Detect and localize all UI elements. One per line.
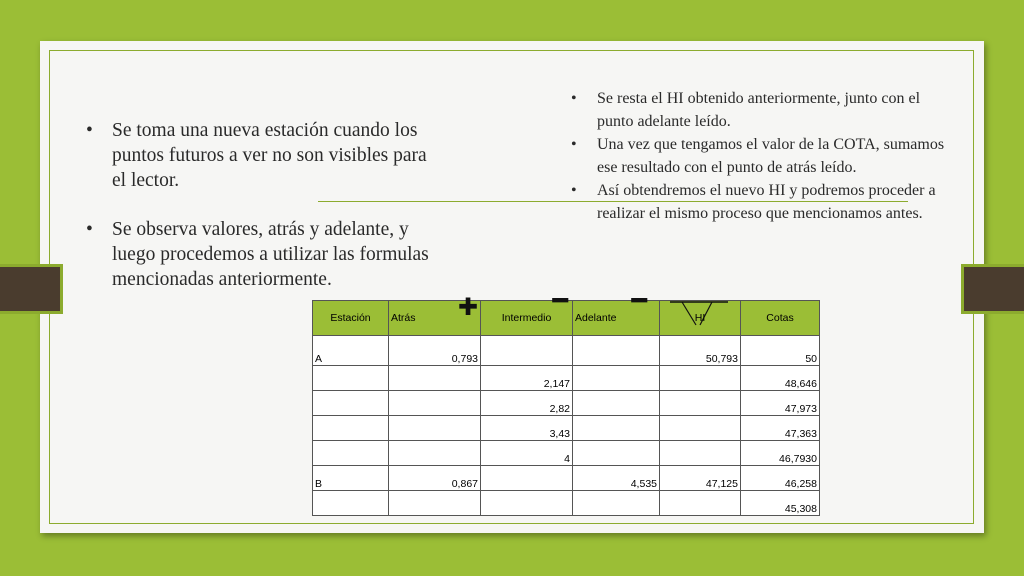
- plus-icon: ✚: [457, 293, 478, 321]
- cell-hi: [660, 416, 741, 441]
- header-hi: HI: [660, 301, 741, 336]
- cell-adelante: [573, 391, 660, 416]
- cell-hi: [660, 441, 741, 466]
- cell-intermedio: 2,82: [481, 391, 573, 416]
- left-tab-decoration: [0, 264, 63, 314]
- cell-cotas: 50: [741, 336, 820, 366]
- header-adelante: Adelante ━: [573, 301, 660, 336]
- cell-adelante: [573, 416, 660, 441]
- table-row: [313, 466, 820, 491]
- cell-hi: [660, 391, 741, 416]
- cell-intermedio: 2,147: [481, 366, 573, 391]
- header-atras: Atrás ✚: [389, 301, 481, 336]
- cell-cotas: 46,7930: [741, 441, 820, 466]
- leveling-table: [312, 286, 820, 516]
- cell-estacion: [313, 441, 389, 466]
- cell-intermedio: [481, 491, 573, 516]
- table-row: [313, 336, 820, 366]
- cell-adelante: [573, 441, 660, 466]
- cell-cotas: 48,646: [741, 366, 820, 391]
- right-bullet-2: • Una vez que tengamos el valor de la COTA, sumamos ese resultado con el punto de atrás leído.: [571, 133, 951, 179]
- table-row: [313, 366, 820, 391]
- cell-atras: [389, 391, 481, 416]
- left-bullet-1: • Se toma una nueva estación cuando los puntos futuros a ver no son visibles para el lector.: [86, 118, 436, 193]
- cell-estacion: [313, 366, 389, 391]
- cell-atras: 0,793: [389, 336, 481, 366]
- cell-intermedio: [481, 336, 573, 366]
- cell-estacion: [313, 416, 389, 441]
- cell-cotas: 46,258: [741, 466, 820, 491]
- cell-adelante: [573, 491, 660, 516]
- cell-estacion: [313, 491, 389, 516]
- cell-atras: 0,867: [389, 466, 481, 491]
- minus-icon: ━: [631, 286, 647, 316]
- cell-hi: 50,793: [660, 336, 741, 366]
- table-row: [313, 441, 820, 466]
- right-bullet-3: • Así obtendremos el nuevo HI y podremos proceder a realizar el mismo proceso que mencionamos antes.: [571, 179, 951, 225]
- cell-atras: [389, 366, 481, 391]
- cell-atras: [389, 441, 481, 466]
- cell-atras: [389, 416, 481, 441]
- header-intermedio: Intermedio ━: [481, 301, 573, 336]
- minus-icon: ━: [552, 286, 568, 316]
- right-bullet-1: • Se resta el HI obtenido anteriormente, junto con el punto adelante leído.: [571, 87, 951, 133]
- table-row: [313, 491, 820, 516]
- cell-intermedio: [481, 466, 573, 491]
- left-bullet-2: • Se observa valores, atrás y adelante, y luego procedemos a utilizar las formulas mencionadas anteriormente.: [86, 217, 436, 292]
- header-estacion: Estación: [313, 301, 389, 336]
- table-row: [313, 416, 820, 441]
- cell-intermedio: 3,43: [481, 416, 573, 441]
- left-bullet-list: [86, 118, 436, 316]
- cell-adelante: 4,535: [573, 466, 660, 491]
- cell-hi: [660, 491, 741, 516]
- cell-adelante: [573, 366, 660, 391]
- right-tab-decoration: [961, 264, 1024, 314]
- cell-intermedio: 4: [481, 441, 573, 466]
- table-header-row: [313, 301, 820, 336]
- cell-adelante: [573, 336, 660, 366]
- cell-cotas: 47,363: [741, 416, 820, 441]
- cell-atras: [389, 491, 481, 516]
- cell-cotas: 47,973: [741, 391, 820, 416]
- cell-estacion: [313, 391, 389, 416]
- table-row: [313, 391, 820, 416]
- cell-estacion: B: [313, 466, 389, 491]
- cell-estacion: A: [313, 336, 389, 366]
- cell-hi: [660, 366, 741, 391]
- right-bullet-list: [571, 87, 951, 225]
- cell-cotas: 45,308: [741, 491, 820, 516]
- header-cotas: Cotas: [741, 301, 820, 336]
- cell-hi: 47,125: [660, 466, 741, 491]
